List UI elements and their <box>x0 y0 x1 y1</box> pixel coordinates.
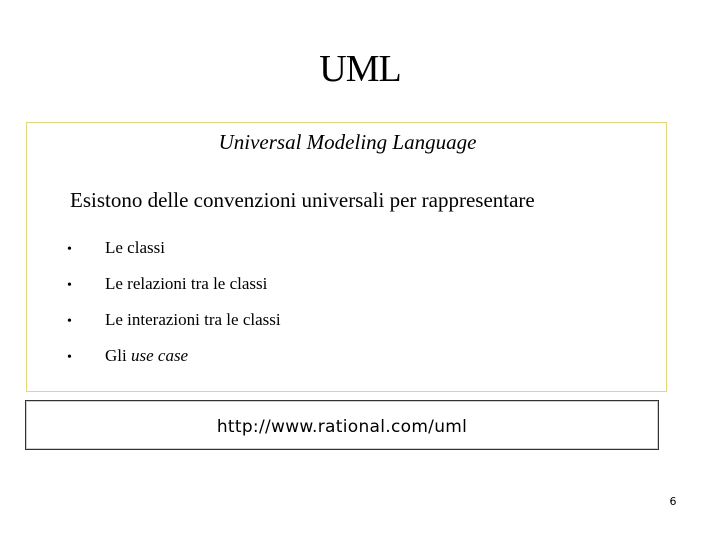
bullet-item <box>67 273 281 309</box>
slide-title: UML <box>319 48 401 90</box>
bullet-item <box>67 309 281 345</box>
bullet-icon: • <box>67 350 72 365</box>
rational-uml-link[interactable]: http://www.rational.com/uml <box>216 417 468 437</box>
intro-text: Esistono delle convenzioni universali per rappresentare <box>70 188 535 212</box>
bullet-text: Le relazioni tra le classi <box>105 274 268 293</box>
page-number: 6 <box>669 495 677 508</box>
bullet-list <box>67 237 281 381</box>
content-box <box>26 122 667 392</box>
bullet-icon: • <box>67 314 72 329</box>
bullet-text: Le classi <box>105 238 165 257</box>
slide-subtitle: Universal Modeling Language <box>218 130 477 154</box>
bullet-emphasis: use case <box>130 346 189 365</box>
bullet-icon: • <box>67 278 72 293</box>
bullet-item <box>67 237 281 273</box>
bullet-item <box>67 345 281 381</box>
bullet-text: Gli <box>105 346 131 365</box>
bullet-icon: • <box>67 242 72 257</box>
link-box <box>25 400 659 450</box>
bullet-text: Le interazioni tra le classi <box>105 310 281 329</box>
